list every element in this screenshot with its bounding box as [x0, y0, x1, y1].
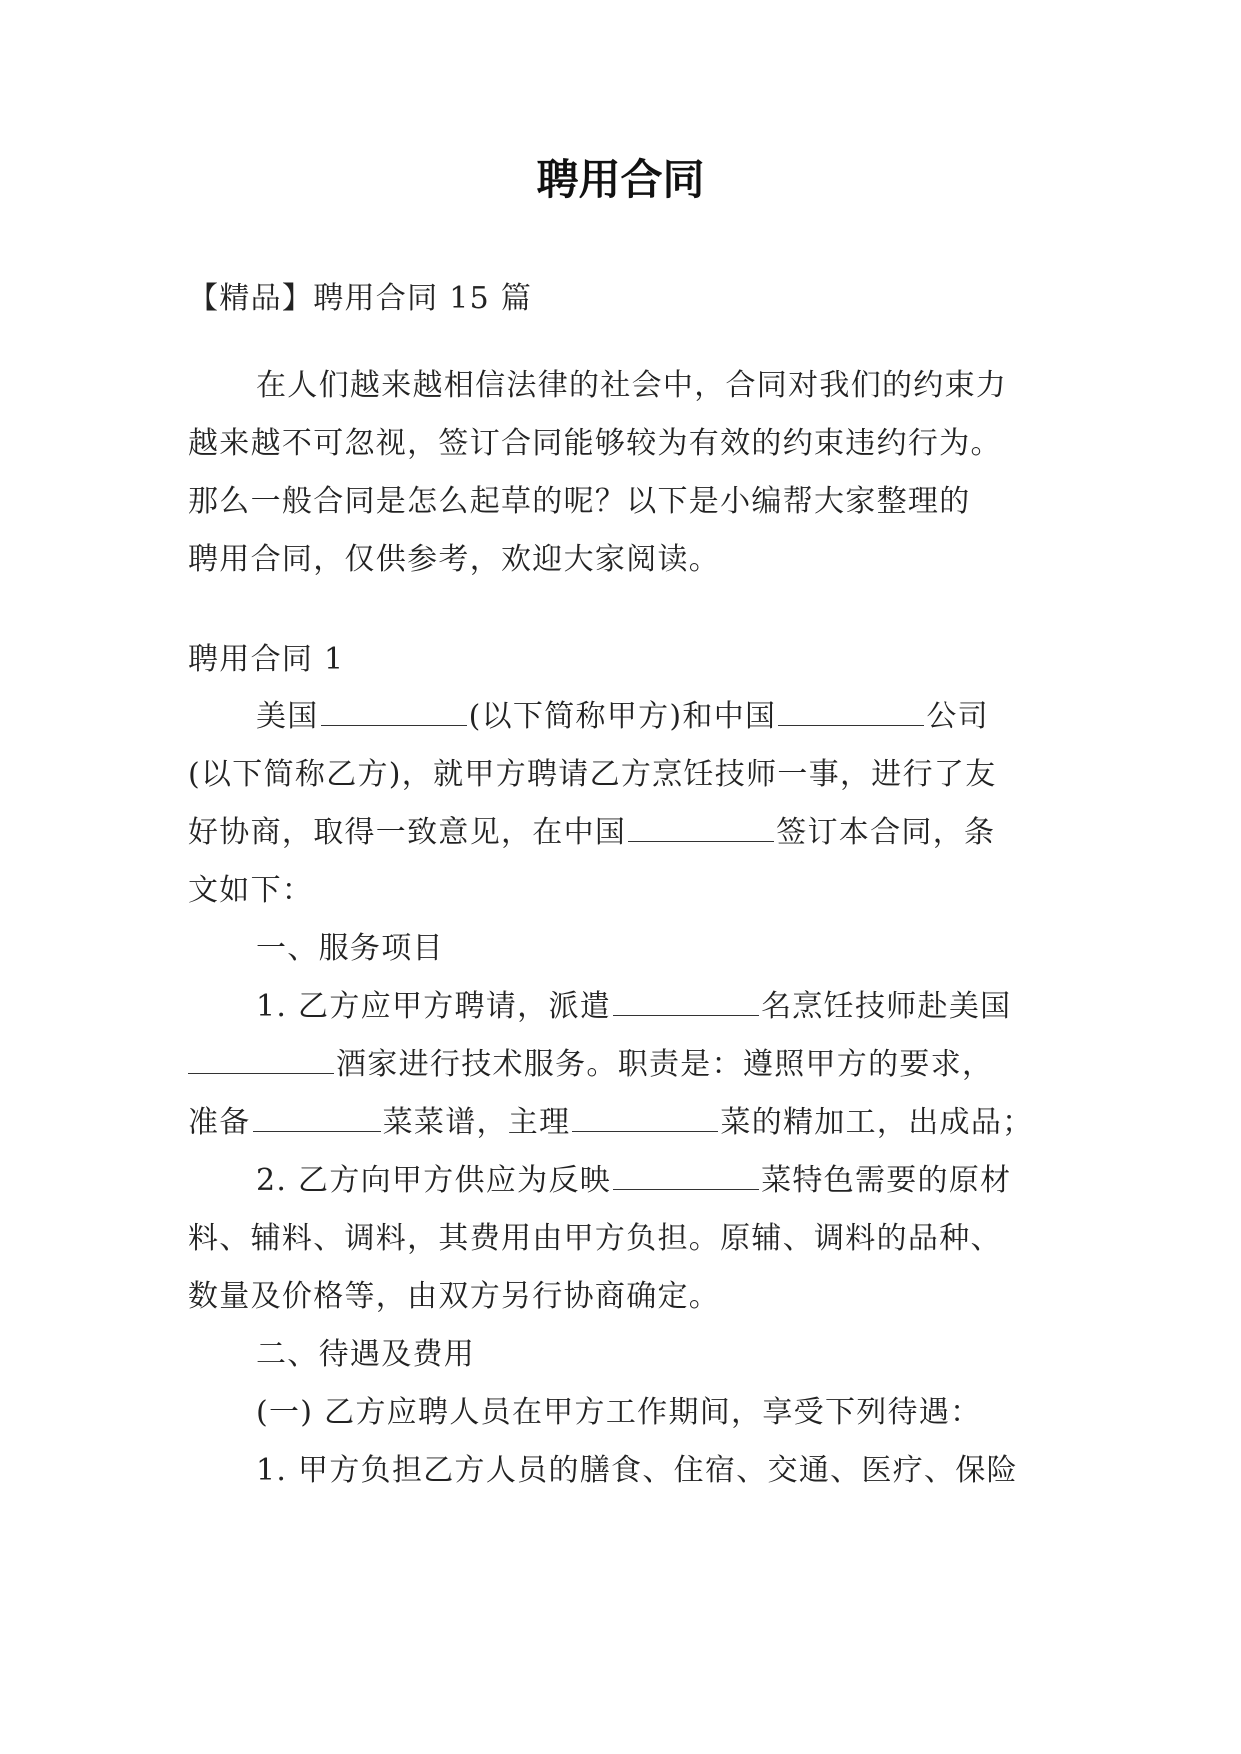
fill-in-blank [188, 1045, 334, 1074]
text-fragment: 菜特色需要的原材 [761, 1163, 1012, 1198]
clause-item-line [188, 1103, 1033, 1143]
intro-line-2: 越来越不可忽视，签订合同能够较为有效的约束违约行为。 [188, 426, 1002, 461]
text-fragment: 公司 [926, 699, 989, 734]
clause-item-line: 1. 甲方负担乙方人员的膳食、住宿、交通、医疗、保险 [256, 1453, 1018, 1488]
document-subtitle: 【精品】聘用合同 15 篇 [188, 281, 533, 316]
fill-in-blank [321, 697, 467, 726]
text-fragment: 准备 [188, 1105, 251, 1140]
intro-line-3: 那么一般合同是怎么起草的呢？以下是小编帮大家整理的 [188, 484, 971, 519]
clause-item-line: (一) 乙方应聘人员在甲方工作期间，享受下列待遇： [256, 1395, 982, 1430]
clause-item-line: 数量及价格等，由双方另行协商确定。 [188, 1279, 721, 1314]
clause-item-line [188, 1045, 993, 1085]
fill-in-blank [628, 813, 774, 842]
section-heading: 聘用合同 1 [188, 642, 345, 677]
fill-in-blank [253, 1103, 381, 1132]
text-fragment: 酒家进行技术服务。职责是：遵照甲方的要求， [336, 1047, 994, 1082]
text-fragment: 好协商，取得一致意见，在中国 [188, 815, 627, 850]
text-fragment: 菜的精加工，出成品； [720, 1105, 1034, 1140]
text-fragment: 名烹饪技师赴美国 [761, 989, 1012, 1024]
paragraph-line: (以下简称乙方)，就甲方聘请乙方烹饪技师一事，进行了友 [188, 757, 997, 792]
clause-heading: 二、待遇及费用 [256, 1337, 476, 1372]
fill-in-blank [613, 1161, 759, 1190]
fill-in-blank [572, 1103, 718, 1132]
text-fragment: 1. 乙方应甲方聘请，派遣 [256, 989, 612, 1024]
text-fragment: (以下简称甲方)和中国 [468, 699, 777, 734]
intro-line-1: 在人们越来越相信法律的社会中，合同对我们的约束力 [256, 368, 1008, 403]
clause-item-line [256, 1161, 1011, 1201]
paragraph-line [256, 697, 989, 737]
clause-item-line [256, 987, 1011, 1027]
intro-line-4: 聘用合同，仅供参考，欢迎大家阅读。 [188, 542, 721, 577]
text-fragment: 2. 乙方向甲方供应为反映 [256, 1163, 612, 1198]
paragraph-line: 文如下： [188, 873, 314, 908]
clause-heading: 一、服务项目 [256, 931, 444, 966]
text-fragment: 菜菜谱，主理 [382, 1105, 571, 1140]
document-title: 聘用合同 [536, 155, 705, 204]
fill-in-blank [613, 987, 759, 1016]
text-fragment: 签订本合同，条 [776, 815, 996, 850]
clause-item-line: 料、辅料、调料，其费用由甲方负担。原辅、调料的品种、 [188, 1221, 1002, 1256]
fill-in-blank [778, 697, 924, 726]
paragraph-line [188, 813, 995, 853]
text-fragment: 美国 [256, 699, 319, 734]
